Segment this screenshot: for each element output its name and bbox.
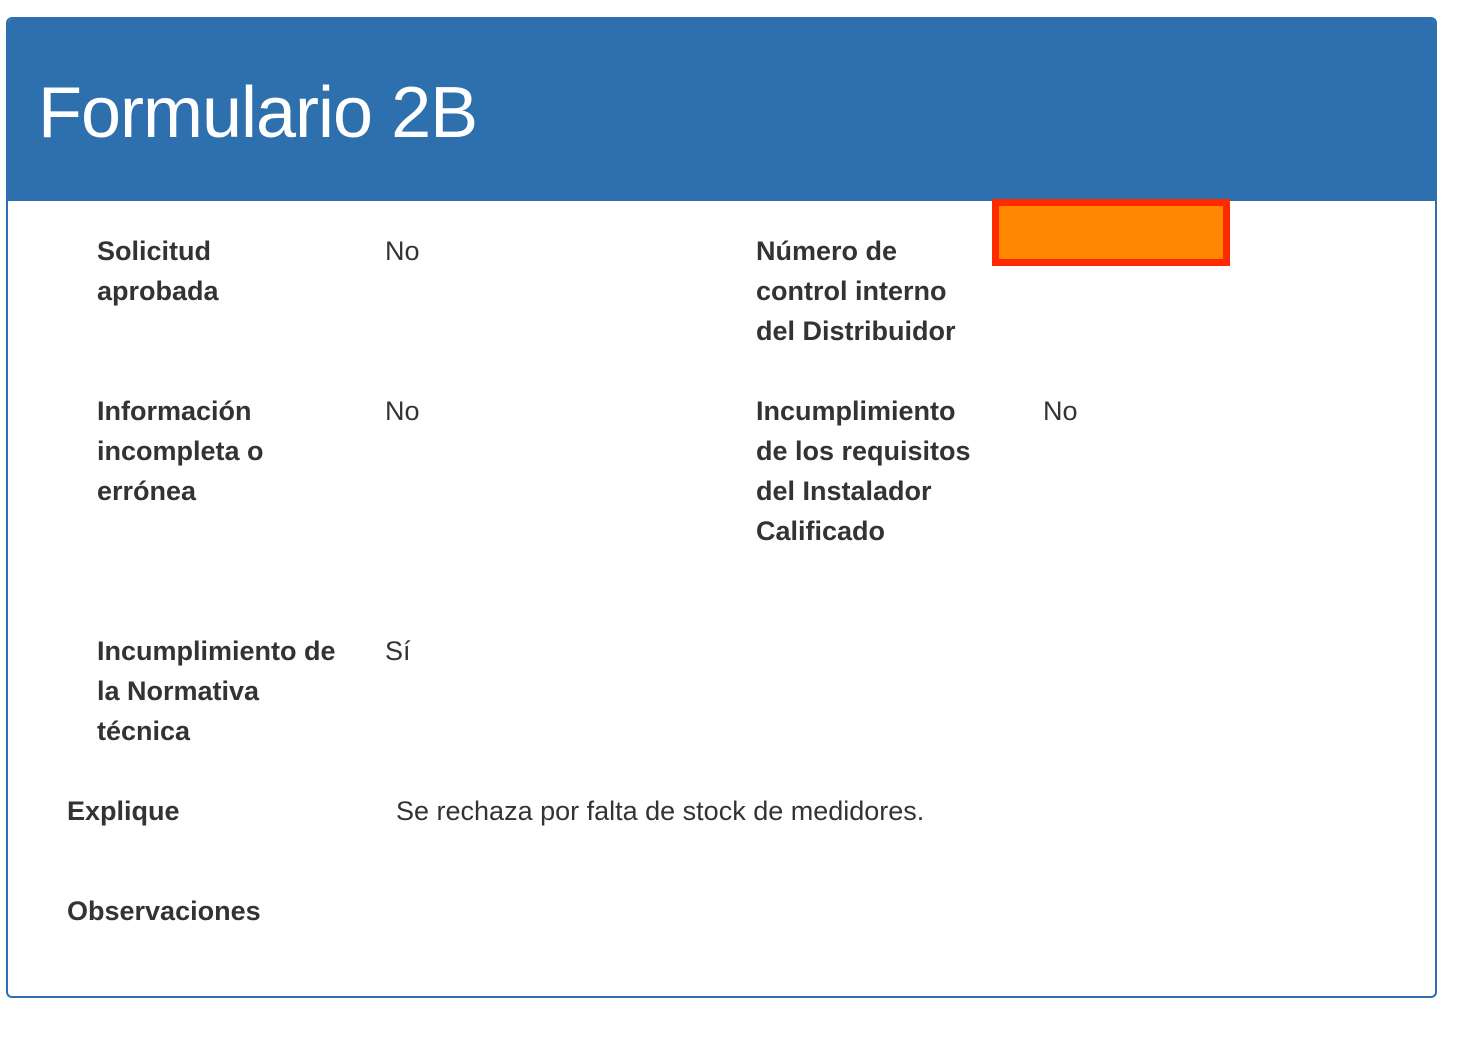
incumplimiento-instalador-value: No: [1043, 396, 1078, 426]
incumplimiento-instalador-label: Incumplimiento de los requisitos del Instalador Calificado: [756, 396, 971, 546]
informacion-incompleta-label: Información incompleta o errónea: [97, 396, 264, 506]
informacion-incompleta-value: No: [385, 396, 420, 426]
panel-header: [8, 19, 1435, 201]
explique-value: Se rechaza por falta de stock de medidores.: [396, 796, 925, 826]
incumplimiento-normativa-value: Sí: [385, 636, 411, 666]
form-panel: [6, 17, 1437, 998]
redaction-box: [992, 199, 1230, 266]
observaciones-label: Observaciones: [67, 896, 261, 926]
incumplimiento-normativa-label: Incumplimiento de la Normativa técnica: [97, 636, 336, 746]
page-title: Formulario 2B: [38, 73, 478, 153]
solicitud-aprobada-label: Solicitud aprobada: [97, 236, 219, 306]
numero-control-label: Número de control interno del Distribuidor: [756, 236, 956, 346]
solicitud-aprobada-value: No: [385, 236, 420, 266]
explique-label: Explique: [67, 796, 180, 826]
